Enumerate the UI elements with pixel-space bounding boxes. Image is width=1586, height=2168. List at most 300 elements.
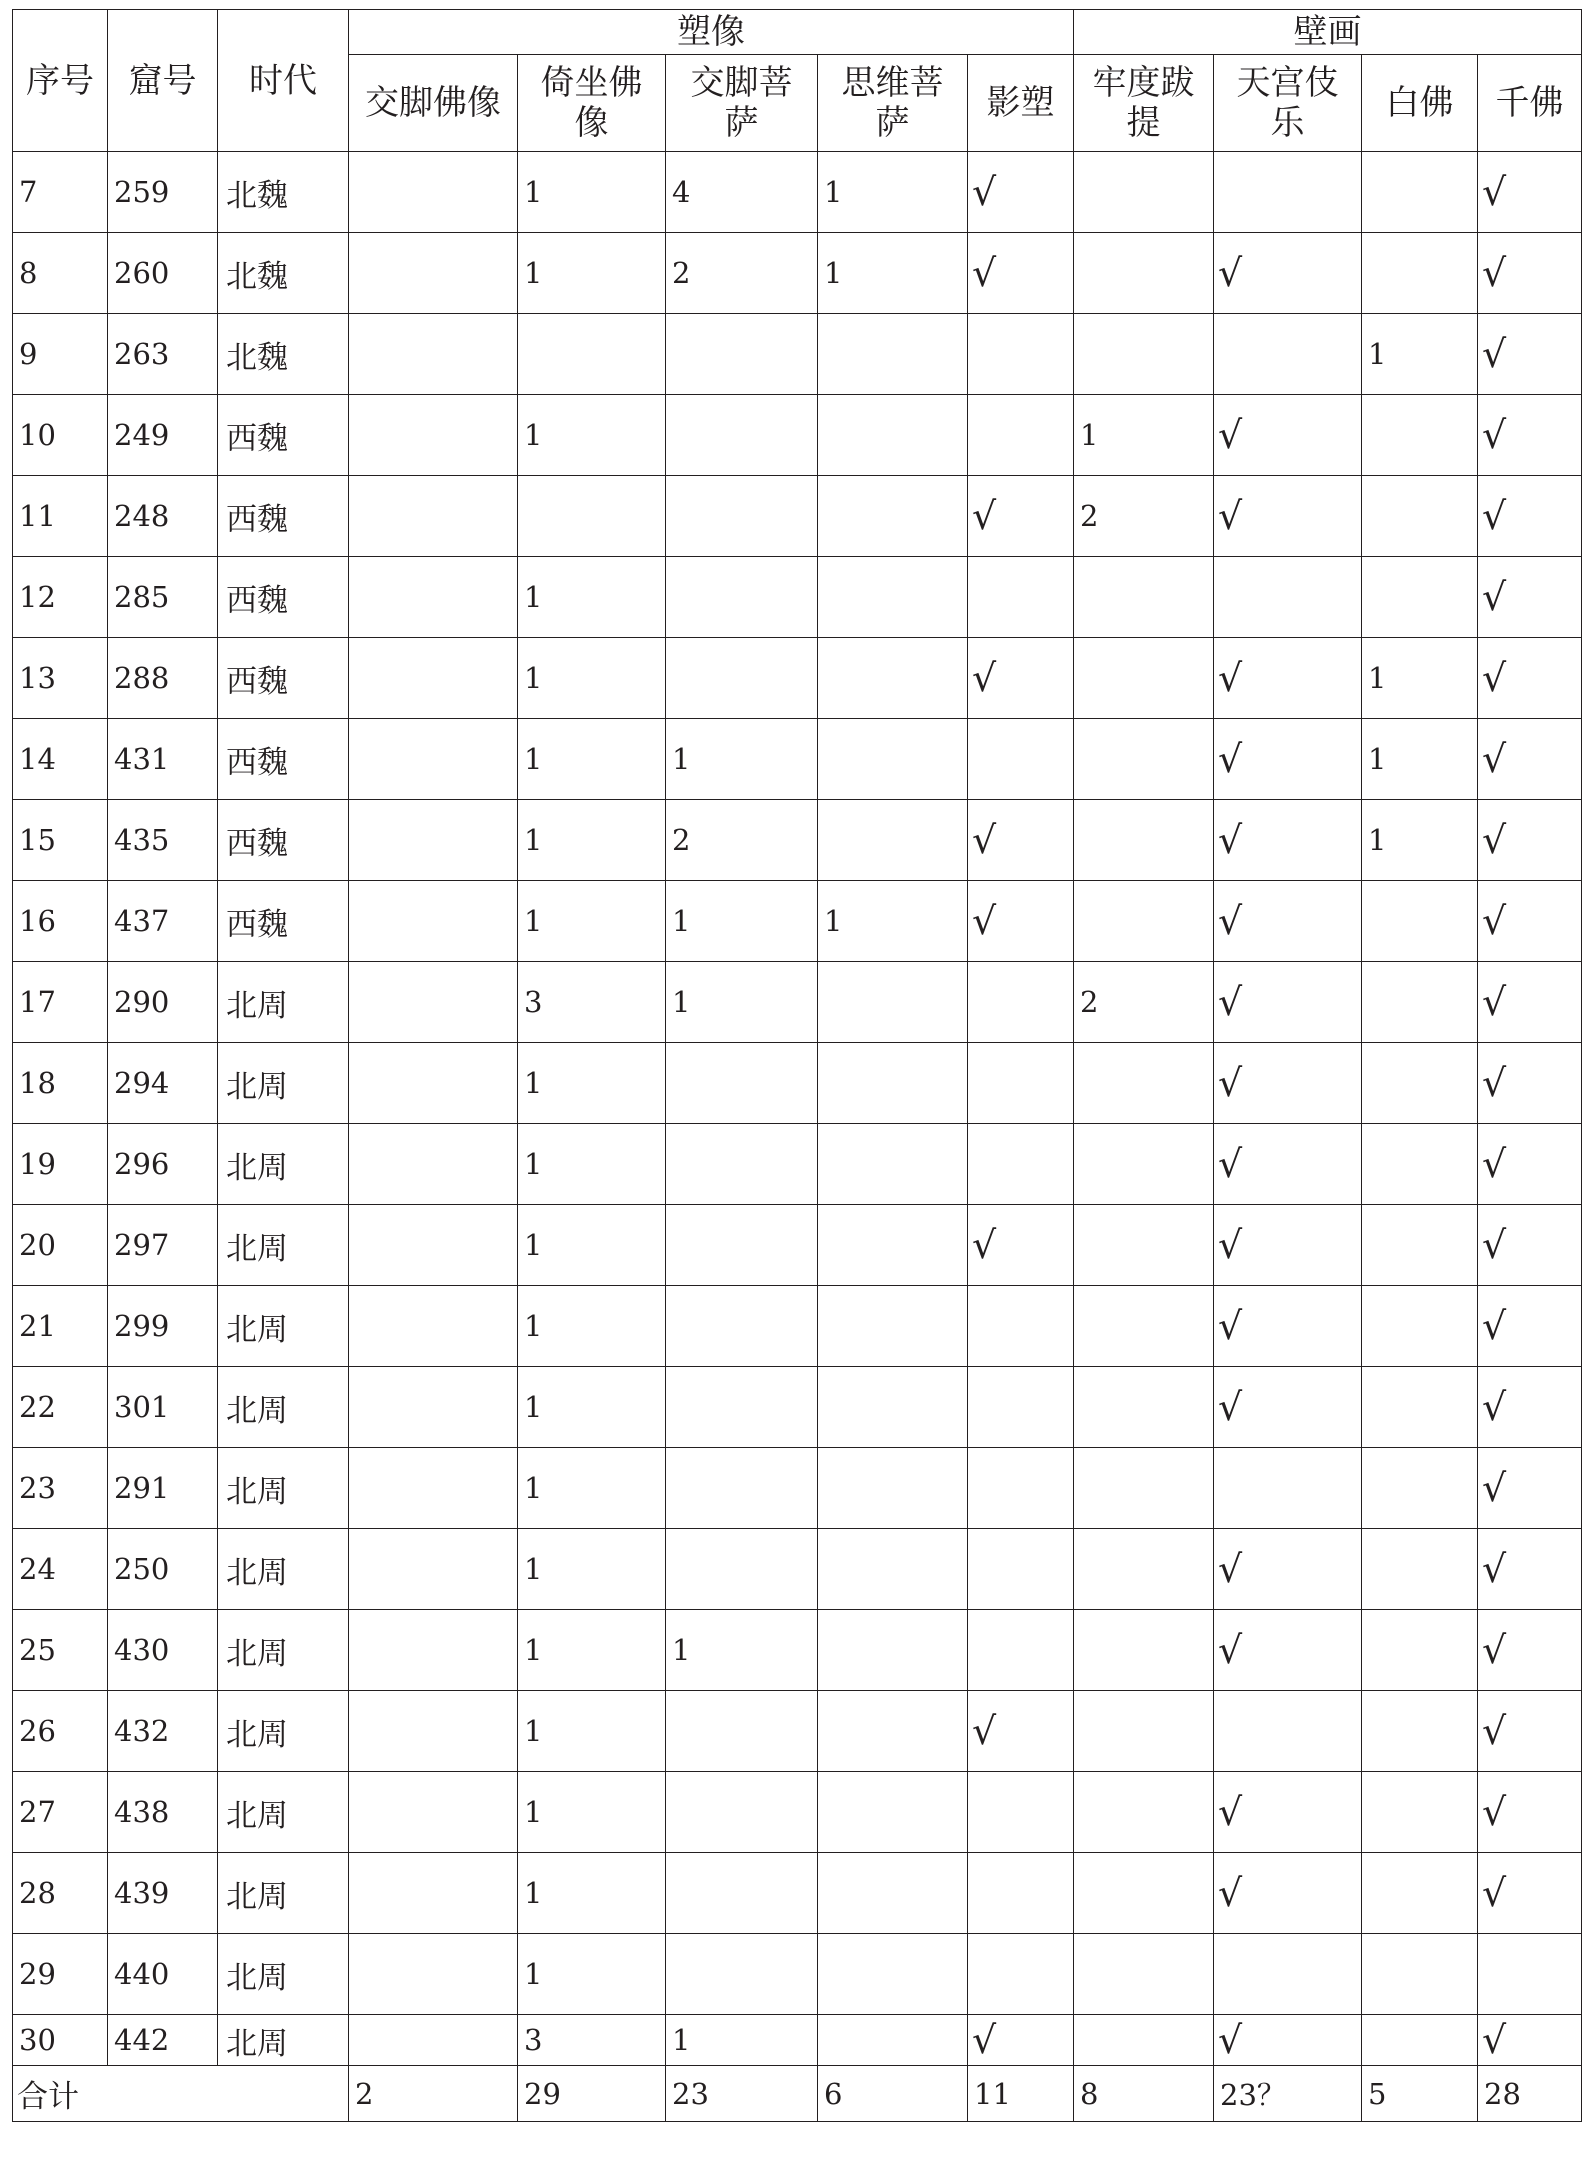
white-buddha-cell	[1362, 1367, 1478, 1448]
row-seq-cell: 24	[13, 1529, 108, 1610]
seated-buddha-cell	[518, 476, 666, 557]
crossed-leg-bodhisattva-cell: 2	[666, 233, 818, 314]
relief-cell: √	[968, 152, 1074, 233]
crossed-leg-buddha-cell	[349, 1367, 518, 1448]
row-cave-cell: 437	[108, 881, 218, 962]
row-cave-cell: 260	[108, 233, 218, 314]
raudraksa-cell	[1074, 1124, 1214, 1205]
pensive-bodhisattva-cell	[818, 962, 968, 1043]
row-era-cell: 北周	[218, 1610, 349, 1691]
pensive-bodhisattva-cell	[818, 1448, 968, 1529]
seated-buddha-cell: 1	[518, 1205, 666, 1286]
total-row	[13, 2066, 1582, 2122]
row-era-cell: 北周	[218, 962, 349, 1043]
thousand-buddhas-cell	[1478, 1934, 1582, 2015]
row-seq-cell: 25	[13, 1610, 108, 1691]
table-row	[13, 152, 1582, 233]
crossed-leg-buddha-cell	[349, 1853, 518, 1934]
celestial-musicians-cell: √	[1214, 1286, 1362, 1367]
row-seq-cell: 27	[13, 1772, 108, 1853]
celestial-musicians-cell	[1214, 557, 1362, 638]
row-seq-cell: 7	[13, 152, 108, 233]
white-buddha-cell	[1362, 1691, 1478, 1772]
seated-buddha-cell: 1	[518, 1853, 666, 1934]
pensive-bodhisattva-cell	[818, 1772, 968, 1853]
relief-cell	[968, 1772, 1074, 1853]
row-seq-cell: 17	[13, 962, 108, 1043]
celestial-musicians-cell: √	[1214, 395, 1362, 476]
thousand-buddhas-cell: √	[1478, 1043, 1582, 1124]
header-row-groups	[13, 10, 1582, 55]
row-seq-cell: 15	[13, 800, 108, 881]
row-seq-cell: 14	[13, 719, 108, 800]
row-seq-cell: 13	[13, 638, 108, 719]
row-cave-cell: 435	[108, 800, 218, 881]
raudraksa-cell: 2	[1074, 962, 1214, 1043]
raudraksa-cell	[1074, 1934, 1214, 2015]
row-era-cell: 北周	[218, 1124, 349, 1205]
seated-buddha-cell: 1	[518, 1529, 666, 1610]
crossed-leg-buddha-cell	[349, 1043, 518, 1124]
crossed-leg-bodhisattva-cell	[666, 476, 818, 557]
crossed-leg-buddha-cell	[349, 395, 518, 476]
celestial-musicians-cell: √	[1214, 476, 1362, 557]
header-white-buddha: 白佛	[1362, 55, 1478, 152]
relief-cell	[968, 1367, 1074, 1448]
raudraksa-cell	[1074, 1367, 1214, 1448]
row-era-cell: 北周	[218, 1853, 349, 1934]
row-era-cell: 北周	[218, 2015, 349, 2066]
crossed-leg-buddha-cell	[349, 476, 518, 557]
relief-cell	[968, 314, 1074, 395]
celestial-musicians-cell: √	[1214, 1772, 1362, 1853]
header-crossed-leg-buddha: 交脚佛像	[349, 55, 518, 152]
celestial-musicians-cell: √	[1214, 1043, 1362, 1124]
relief-cell: √	[968, 881, 1074, 962]
table-row	[13, 1205, 1582, 1286]
row-era-cell: 北周	[218, 1286, 349, 1367]
total-cell: 29	[518, 2066, 666, 2122]
pensive-bodhisattva-cell	[818, 800, 968, 881]
total-cell: 23？	[1214, 2066, 1362, 2122]
white-buddha-cell	[1362, 152, 1478, 233]
white-buddha-cell: 1	[1362, 314, 1478, 395]
raudraksa-cell	[1074, 1205, 1214, 1286]
thousand-buddhas-cell: √	[1478, 1772, 1582, 1853]
table-row	[13, 1448, 1582, 1529]
seated-buddha-cell: 1	[518, 1124, 666, 1205]
crossed-leg-buddha-cell	[349, 1448, 518, 1529]
relief-cell	[968, 1934, 1074, 2015]
table-row	[13, 1367, 1582, 1448]
raudraksa-cell	[1074, 1529, 1214, 1610]
crossed-leg-buddha-cell	[349, 152, 518, 233]
seated-buddha-cell: 1	[518, 638, 666, 719]
white-buddha-cell	[1362, 1853, 1478, 1934]
white-buddha-cell	[1362, 233, 1478, 314]
white-buddha-cell	[1362, 1124, 1478, 1205]
row-seq-cell: 20	[13, 1205, 108, 1286]
table-row	[13, 800, 1582, 881]
thousand-buddhas-cell: √	[1478, 233, 1582, 314]
white-buddha-cell	[1362, 1448, 1478, 1529]
white-buddha-cell	[1362, 962, 1478, 1043]
crossed-leg-buddha-cell	[349, 557, 518, 638]
white-buddha-cell	[1362, 1610, 1478, 1691]
header-thousand-buddhas: 千佛	[1478, 55, 1582, 152]
pensive-bodhisattva-cell	[818, 557, 968, 638]
white-buddha-cell	[1362, 1934, 1478, 2015]
seated-buddha-cell: 1	[518, 1286, 666, 1367]
crossed-leg-buddha-cell	[349, 1934, 518, 2015]
table-row	[13, 1124, 1582, 1205]
pensive-bodhisattva-cell	[818, 1934, 968, 2015]
row-cave-cell: 249	[108, 395, 218, 476]
pensive-bodhisattva-cell	[818, 1853, 968, 1934]
celestial-musicians-cell: √	[1214, 1529, 1362, 1610]
crossed-leg-bodhisattva-cell	[666, 1205, 818, 1286]
seated-buddha-cell: 3	[518, 962, 666, 1043]
crossed-leg-buddha-cell	[349, 1124, 518, 1205]
table-row	[13, 557, 1582, 638]
row-era-cell: 北周	[218, 1772, 349, 1853]
raudraksa-cell	[1074, 233, 1214, 314]
row-era-cell: 西魏	[218, 719, 349, 800]
crossed-leg-buddha-cell	[349, 962, 518, 1043]
table-row	[13, 1691, 1582, 1772]
relief-cell: √	[968, 1205, 1074, 1286]
pensive-bodhisattva-cell	[818, 1367, 968, 1448]
raudraksa-cell	[1074, 638, 1214, 719]
crossed-leg-bodhisattva-cell: 1	[666, 2015, 818, 2066]
row-era-cell: 北周	[218, 1448, 349, 1529]
row-era-cell: 西魏	[218, 800, 349, 881]
header-celestial-musicians: 天宫伎乐	[1214, 55, 1362, 152]
thousand-buddhas-cell: √	[1478, 1610, 1582, 1691]
total-cell: 28	[1478, 2066, 1582, 2122]
seated-buddha-cell: 1	[518, 1367, 666, 1448]
pensive-bodhisattva-cell	[818, 1124, 968, 1205]
row-seq-cell: 19	[13, 1124, 108, 1205]
thousand-buddhas-cell: √	[1478, 800, 1582, 881]
table-row	[13, 1286, 1582, 1367]
crossed-leg-bodhisattva-cell	[666, 1124, 818, 1205]
header-group-sculpture: 塑像	[349, 10, 1074, 55]
row-cave-cell: 431	[108, 719, 218, 800]
pensive-bodhisattva-cell	[818, 476, 968, 557]
thousand-buddhas-cell: √	[1478, 1529, 1582, 1610]
row-seq-cell: 18	[13, 1043, 108, 1124]
row-seq-cell: 12	[13, 557, 108, 638]
row-cave-cell: 301	[108, 1367, 218, 1448]
relief-cell	[968, 1124, 1074, 1205]
crossed-leg-bodhisattva-cell	[666, 638, 818, 719]
relief-cell: √	[968, 1691, 1074, 1772]
table-row	[13, 314, 1582, 395]
crossed-leg-buddha-cell	[349, 1205, 518, 1286]
crossed-leg-bodhisattva-cell	[666, 395, 818, 476]
pensive-bodhisattva-cell	[818, 638, 968, 719]
total-cell: 2	[349, 2066, 518, 2122]
relief-cell	[968, 1448, 1074, 1529]
relief-cell	[968, 719, 1074, 800]
crossed-leg-buddha-cell	[349, 233, 518, 314]
white-buddha-cell	[1362, 881, 1478, 962]
pensive-bodhisattva-cell	[818, 395, 968, 476]
row-cave-cell: 297	[108, 1205, 218, 1286]
row-cave-cell: 430	[108, 1610, 218, 1691]
white-buddha-cell	[1362, 476, 1478, 557]
relief-cell	[968, 1610, 1074, 1691]
header-crossed-leg-bodhisattva: 交脚菩萨	[666, 55, 818, 152]
crossed-leg-buddha-cell	[349, 1529, 518, 1610]
white-buddha-cell: 1	[1362, 719, 1478, 800]
row-era-cell: 北魏	[218, 233, 349, 314]
raudraksa-cell	[1074, 1691, 1214, 1772]
row-cave-cell: 296	[108, 1124, 218, 1205]
total-cell: 23	[666, 2066, 818, 2122]
row-era-cell: 北周	[218, 1691, 349, 1772]
seated-buddha-cell: 1	[518, 719, 666, 800]
row-cave-cell: 294	[108, 1043, 218, 1124]
thousand-buddhas-cell: √	[1478, 1124, 1582, 1205]
header-raudraksa: 牢度跋提	[1074, 55, 1214, 152]
relief-cell: √	[968, 476, 1074, 557]
seated-buddha-cell: 1	[518, 1610, 666, 1691]
relief-cell	[968, 1853, 1074, 1934]
crossed-leg-bodhisattva-cell	[666, 1367, 818, 1448]
seated-buddha-cell: 1	[518, 152, 666, 233]
raudraksa-cell: 2	[1074, 476, 1214, 557]
celestial-musicians-cell: √	[1214, 2015, 1362, 2066]
header-seated-buddha: 倚坐佛像	[518, 55, 666, 152]
white-buddha-cell: 1	[1362, 638, 1478, 719]
white-buddha-cell	[1362, 395, 1478, 476]
row-cave-cell: 263	[108, 314, 218, 395]
total-cell: 5	[1362, 2066, 1478, 2122]
row-cave-cell: 438	[108, 1772, 218, 1853]
row-cave-cell: 432	[108, 1691, 218, 1772]
header-group-mural: 壁画	[1074, 10, 1582, 55]
relief-cell	[968, 1043, 1074, 1124]
crossed-leg-bodhisattva-cell: 1	[666, 881, 818, 962]
row-cave-cell: 440	[108, 1934, 218, 2015]
crossed-leg-bodhisattva-cell: 4	[666, 152, 818, 233]
seated-buddha-cell	[518, 314, 666, 395]
table-row	[13, 1043, 1582, 1124]
relief-cell: √	[968, 638, 1074, 719]
relief-cell	[968, 962, 1074, 1043]
crossed-leg-bodhisattva-cell	[666, 1448, 818, 1529]
crossed-leg-bodhisattva-cell	[666, 1934, 818, 2015]
celestial-musicians-cell: √	[1214, 1124, 1362, 1205]
pensive-bodhisattva-cell	[818, 1691, 968, 1772]
header-seq: 序号	[13, 10, 108, 152]
crossed-leg-buddha-cell	[349, 881, 518, 962]
raudraksa-cell	[1074, 800, 1214, 881]
thousand-buddhas-cell: √	[1478, 557, 1582, 638]
row-seq-cell: 23	[13, 1448, 108, 1529]
row-era-cell: 西魏	[218, 638, 349, 719]
row-era-cell: 北周	[218, 1205, 349, 1286]
seated-buddha-cell: 1	[518, 395, 666, 476]
celestial-musicians-cell: √	[1214, 881, 1362, 962]
row-era-cell: 西魏	[218, 557, 349, 638]
row-cave-cell: 259	[108, 152, 218, 233]
pensive-bodhisattva-cell	[818, 1043, 968, 1124]
row-seq-cell: 21	[13, 1286, 108, 1367]
crossed-leg-bodhisattva-cell	[666, 314, 818, 395]
relief-cell	[968, 395, 1074, 476]
celestial-musicians-cell: √	[1214, 1205, 1362, 1286]
celestial-musicians-cell: √	[1214, 233, 1362, 314]
pensive-bodhisattva-cell	[818, 1529, 968, 1610]
pensive-bodhisattva-cell	[818, 2015, 968, 2066]
celestial-musicians-cell	[1214, 1934, 1362, 2015]
crossed-leg-buddha-cell	[349, 1772, 518, 1853]
relief-cell: √	[968, 800, 1074, 881]
celestial-musicians-cell: √	[1214, 1853, 1362, 1934]
white-buddha-cell	[1362, 2015, 1478, 2066]
crossed-leg-bodhisattva-cell	[666, 1691, 818, 1772]
raudraksa-cell	[1074, 2015, 1214, 2066]
celestial-musicians-cell	[1214, 1691, 1362, 1772]
pensive-bodhisattva-cell	[818, 1205, 968, 1286]
table-row	[13, 1610, 1582, 1691]
thousand-buddhas-cell: √	[1478, 881, 1582, 962]
crossed-leg-bodhisattva-cell	[666, 557, 818, 638]
celestial-musicians-cell	[1214, 152, 1362, 233]
row-cave-cell: 250	[108, 1529, 218, 1610]
celestial-musicians-cell: √	[1214, 800, 1362, 881]
header-cave: 窟号	[108, 10, 218, 152]
pensive-bodhisattva-cell	[818, 314, 968, 395]
total-cell: 11	[968, 2066, 1074, 2122]
total-label: 合计	[13, 2066, 349, 2122]
crossed-leg-bodhisattva-cell	[666, 1529, 818, 1610]
crossed-leg-buddha-cell	[349, 1691, 518, 1772]
seated-buddha-cell: 1	[518, 557, 666, 638]
row-seq-cell: 30	[13, 2015, 108, 2066]
thousand-buddhas-cell: √	[1478, 1367, 1582, 1448]
pensive-bodhisattva-cell	[818, 1610, 968, 1691]
row-cave-cell: 288	[108, 638, 218, 719]
raudraksa-cell	[1074, 1853, 1214, 1934]
raudraksa-cell	[1074, 1286, 1214, 1367]
crossed-leg-bodhisattva-cell	[666, 1043, 818, 1124]
table-row	[13, 1529, 1582, 1610]
raudraksa-cell	[1074, 1043, 1214, 1124]
crossed-leg-bodhisattva-cell	[666, 1853, 818, 1934]
table-row	[13, 2015, 1582, 2066]
table-row	[13, 395, 1582, 476]
row-cave-cell: 442	[108, 2015, 218, 2066]
crossed-leg-bodhisattva-cell: 1	[666, 962, 818, 1043]
statistics-table	[12, 9, 1582, 2122]
crossed-leg-bodhisattva-cell	[666, 1772, 818, 1853]
row-seq-cell: 29	[13, 1934, 108, 2015]
relief-cell	[968, 557, 1074, 638]
row-era-cell: 北周	[218, 1934, 349, 2015]
row-cave-cell: 285	[108, 557, 218, 638]
thousand-buddhas-cell: √	[1478, 476, 1582, 557]
seated-buddha-cell: 1	[518, 800, 666, 881]
white-buddha-cell	[1362, 1043, 1478, 1124]
seated-buddha-cell: 1	[518, 233, 666, 314]
row-seq-cell: 10	[13, 395, 108, 476]
raudraksa-cell	[1074, 314, 1214, 395]
white-buddha-cell	[1362, 1286, 1478, 1367]
thousand-buddhas-cell: √	[1478, 2015, 1582, 2066]
relief-cell	[968, 1529, 1074, 1610]
thousand-buddhas-cell: √	[1478, 1286, 1582, 1367]
celestial-musicians-cell: √	[1214, 962, 1362, 1043]
row-era-cell: 北周	[218, 1529, 349, 1610]
pensive-bodhisattva-cell	[818, 719, 968, 800]
crossed-leg-buddha-cell	[349, 1286, 518, 1367]
relief-cell	[968, 1286, 1074, 1367]
thousand-buddhas-cell: √	[1478, 1205, 1582, 1286]
row-seq-cell: 22	[13, 1367, 108, 1448]
table-row	[13, 638, 1582, 719]
header-era: 时代	[218, 10, 349, 152]
table-row	[13, 1853, 1582, 1934]
table-body	[13, 152, 1582, 2066]
crossed-leg-buddha-cell	[349, 314, 518, 395]
row-seq-cell: 16	[13, 881, 108, 962]
crossed-leg-buddha-cell	[349, 2015, 518, 2066]
table-row	[13, 719, 1582, 800]
thousand-buddhas-cell: √	[1478, 962, 1582, 1043]
total-cell: 6	[818, 2066, 968, 2122]
raudraksa-cell	[1074, 1448, 1214, 1529]
header-pensive-bodhisattva: 思维菩萨	[818, 55, 968, 152]
table-row	[13, 233, 1582, 314]
row-seq-cell: 28	[13, 1853, 108, 1934]
celestial-musicians-cell	[1214, 314, 1362, 395]
white-buddha-cell: 1	[1362, 800, 1478, 881]
celestial-musicians-cell: √	[1214, 719, 1362, 800]
raudraksa-cell: 1	[1074, 395, 1214, 476]
total-cell: 8	[1074, 2066, 1214, 2122]
row-era-cell: 北魏	[218, 314, 349, 395]
white-buddha-cell	[1362, 557, 1478, 638]
row-cave-cell: 290	[108, 962, 218, 1043]
row-era-cell: 北周	[218, 1043, 349, 1124]
seated-buddha-cell: 1	[518, 881, 666, 962]
row-era-cell: 北魏	[218, 152, 349, 233]
raudraksa-cell	[1074, 1610, 1214, 1691]
raudraksa-cell	[1074, 719, 1214, 800]
celestial-musicians-cell	[1214, 1448, 1362, 1529]
seated-buddha-cell: 3	[518, 2015, 666, 2066]
raudraksa-cell	[1074, 557, 1214, 638]
table-row	[13, 1934, 1582, 2015]
crossed-leg-bodhisattva-cell: 1	[666, 719, 818, 800]
row-era-cell: 西魏	[218, 476, 349, 557]
thousand-buddhas-cell: √	[1478, 1448, 1582, 1529]
thousand-buddhas-cell: √	[1478, 719, 1582, 800]
crossed-leg-bodhisattva-cell: 2	[666, 800, 818, 881]
thousand-buddhas-cell: √	[1478, 1691, 1582, 1772]
pensive-bodhisattva-cell	[818, 1286, 968, 1367]
white-buddha-cell	[1362, 1772, 1478, 1853]
row-era-cell: 北周	[218, 1367, 349, 1448]
crossed-leg-buddha-cell	[349, 800, 518, 881]
crossed-leg-bodhisattva-cell	[666, 1286, 818, 1367]
white-buddha-cell	[1362, 1529, 1478, 1610]
table-row	[13, 881, 1582, 962]
